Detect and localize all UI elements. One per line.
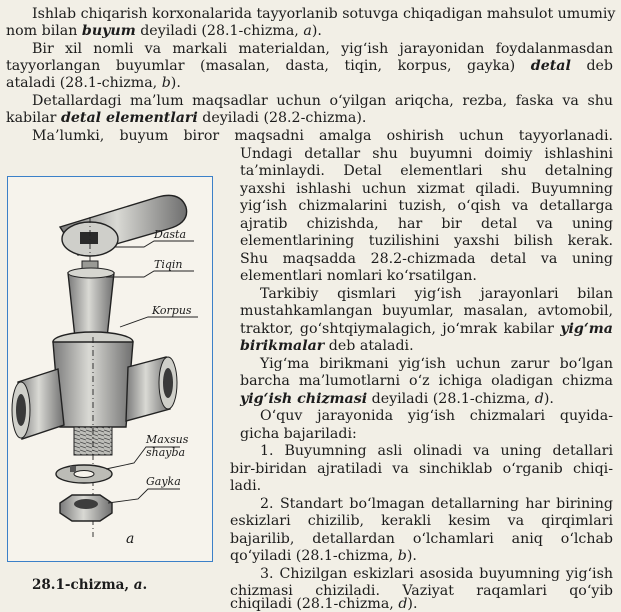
para3-line2: kabilar detal elementlari deyiladi (28.2-chizma). <box>6 110 367 126</box>
term-yigish-chizmasi: yig‘ish chizmasi <box>240 391 368 407</box>
para6-line2: barcha ma’lumotlarni o‘z ichiga oladigan chizma <box>240 373 613 389</box>
item1-line2: bir-biridan ajratiladi va sinchiklab o‘rganib chiqi- <box>230 461 613 477</box>
item2-line2: eskizlari chizilib, kerakli kesim va qirqimlari <box>230 513 613 529</box>
label-korpus: Korpus <box>152 304 192 317</box>
label-gayka: Gayka <box>146 475 181 488</box>
item1-line3: ladi. <box>230 478 262 494</box>
para4-line2: Undagi detallar shu buyumni doimiy ishlashini <box>240 146 613 162</box>
term-birikmalar: birikmalar <box>240 338 325 354</box>
term-yigma: yig‘ma <box>560 321 613 337</box>
para5-line1: Tarkibiy qismlari yig‘ish jarayonlari bilan <box>260 286 613 302</box>
item2-line3: bajarilib, detallardan o‘lchamlari aniq o‘lchab <box>230 531 613 547</box>
item2-line1: 2. Standart bo‘lmagan detallarning har birining <box>260 496 613 512</box>
para4-line9: elementlari nomlari ko‘rsatilgan. <box>240 268 477 284</box>
term-detal: detal <box>530 58 571 74</box>
para6-line3: yig‘ish chizmasi deyiladi (28.1-chizma, d). <box>240 391 554 407</box>
para4-line8: Shu maqsadda 28.2-chizmada detal va uning <box>240 251 613 267</box>
para4-line5: yig‘ish chizmalarini tuzish, o‘qish va detallarga <box>240 198 613 214</box>
para6-line1: Yig‘ma birikmani yig‘ish uchun zarur bo‘lgan <box>260 356 613 372</box>
figure-caption: 28.1-chizma, a. <box>32 577 148 593</box>
item1-line1: 1. Buyumning asli olinadi va uning detallari <box>260 443 613 459</box>
para2-line1: Bir xil nomli va markali materialdan, yig‘ish jarayonidan foydalanmasdan <box>32 41 613 57</box>
para7-line2: gicha bajariladi: <box>240 426 357 442</box>
para7-line1: O‘quv jarayonida yig‘ish chizmalari quyida- <box>260 408 613 424</box>
label-letter-a: a <box>126 531 135 547</box>
para4-line4: yaxshi ishlashi uchun xizmat qiladi. Buyumning <box>240 181 613 197</box>
term-buyum: buyum <box>81 23 136 39</box>
figure-labels <box>8 177 214 563</box>
label-dasta: Dasta <box>154 228 187 241</box>
label-maxsus: Maxsus <box>146 433 189 446</box>
label-tiqin: Tiqin <box>154 258 183 271</box>
item3-line2: chizmasi chiziladi. Vaziyat raqamlari qo‘yib <box>230 583 613 599</box>
para5-line4: birikmalar deb ataladi. <box>240 338 414 354</box>
para2-line3: ataladi (28.1-chizma, b). <box>6 75 181 91</box>
para1-line2: nom bilan buyum deyiladi (28.1-chizma, a). <box>6 23 322 39</box>
para5-line3: traktor, go‘shtqiymalagich, jo‘mrak kabilar yig‘ma <box>240 321 613 337</box>
para2-line2: tayyorlangan buyumlar (masalan, dasta, tiqin, korpus, gayka) detal deb <box>6 58 613 74</box>
para5-line2: mustahkamlangan buyumlar, masalan, avtomobil, <box>240 303 613 319</box>
para4-line1: Ma’lumki, buyum biror maqsadni amalga oshirish uchun tayyorlanadi. <box>32 128 613 144</box>
term-detal-elementlari: detal elementlari <box>60 110 198 126</box>
label-shayba: shayba <box>146 446 186 459</box>
para4-line7: elementlarining tuzilishini yaxshi bilish kerak. <box>240 233 613 249</box>
para4-line3: ta’minlaydi. Detal elementlari shu detalning <box>240 163 613 179</box>
para3-line1: Detallardagi ma’lum maqsadlar uchun o‘yilgan ariqcha, rezba, faska va shu <box>32 93 613 109</box>
para4-line6: ajratib chizishda, har bir detal va uning <box>240 216 613 232</box>
item3-line3: chiqiladi (28.1-chizma, d). <box>230 596 418 612</box>
item3-line1: 3. Chizilgan eskizlari asosida buyumning yig‘ish <box>260 566 613 582</box>
para1-line1: Ishlab chiqarish korxonalarida tayyorlanib sotuvga chiqadigan mahsulot umumiy <box>32 6 616 22</box>
figure-valve-exploded <box>7 176 213 562</box>
item2-line4: qo‘yiladi (28.1-chizma, b). <box>230 548 417 564</box>
